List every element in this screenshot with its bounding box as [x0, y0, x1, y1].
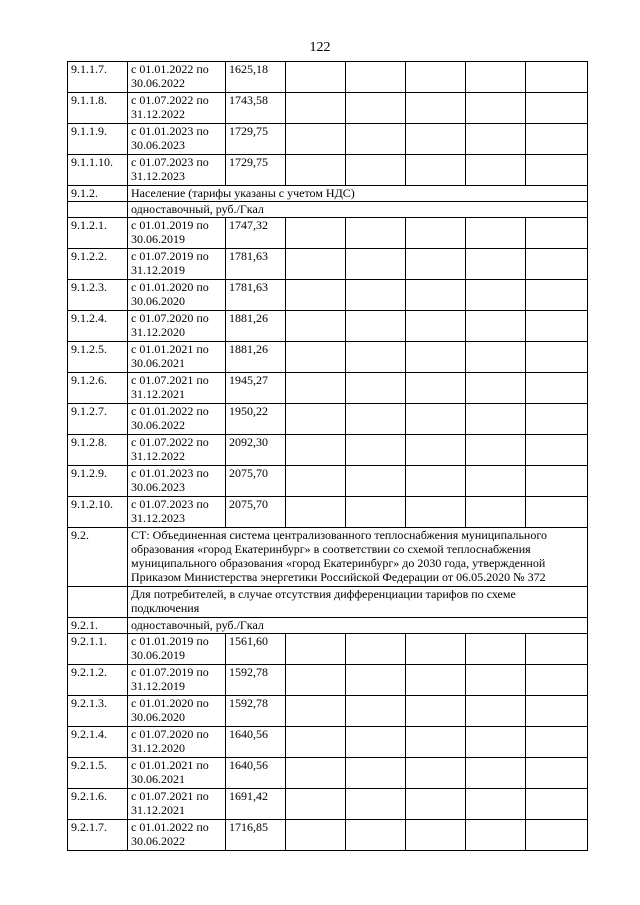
empty-cell — [346, 62, 406, 93]
tariff-value: 1640,56 — [226, 727, 286, 758]
period-end: 30.06.2023 — [131, 480, 185, 494]
empty-cell — [526, 497, 588, 528]
period-cell — [128, 155, 226, 186]
empty-cell — [346, 497, 406, 528]
empty-cell — [406, 727, 466, 758]
empty-cell — [406, 218, 466, 249]
tariff-value: 2092,30 — [226, 435, 286, 466]
period-start: с 01.07.2022 по — [131, 435, 209, 449]
period-cell — [128, 373, 226, 404]
section-row — [68, 186, 588, 202]
period-end: 31.12.2022 — [131, 107, 185, 121]
empty-cell — [286, 311, 346, 342]
tariff-table-body — [68, 62, 588, 851]
period-end: 31.12.2020 — [131, 325, 185, 339]
empty-cell — [346, 665, 406, 696]
empty-cell — [346, 249, 406, 280]
period-start: с 01.07.2020 по — [131, 311, 209, 325]
row-code: 9.1.2.7. — [68, 404, 128, 435]
tariff-value: 1781,63 — [226, 249, 286, 280]
period-end: 30.06.2021 — [131, 772, 185, 786]
tariff-row — [68, 497, 588, 528]
row-code: 9.1.2.9. — [68, 466, 128, 497]
section-row — [68, 587, 588, 618]
empty-cell — [286, 124, 346, 155]
empty-cell — [526, 404, 588, 435]
section-text: одноставочный, руб./Гкал — [128, 618, 588, 634]
empty-cell — [466, 280, 526, 311]
row-code: 9.2.1.4. — [68, 727, 128, 758]
period-end: 30.06.2021 — [131, 356, 185, 370]
tariff-row — [68, 311, 588, 342]
empty-cell — [526, 758, 588, 789]
empty-cell — [346, 435, 406, 466]
tariff-value: 1747,32 — [226, 218, 286, 249]
period-end: 31.12.2021 — [131, 803, 185, 817]
empty-cell — [406, 758, 466, 789]
period-end: 31.12.2020 — [131, 741, 185, 755]
empty-cell — [526, 124, 588, 155]
empty-cell — [286, 634, 346, 665]
empty-cell — [286, 155, 346, 186]
row-code: 9.1.2. — [68, 186, 128, 202]
empty-cell — [406, 789, 466, 820]
period-end: 30.06.2019 — [131, 648, 185, 662]
empty-cell — [346, 155, 406, 186]
row-code — [68, 202, 128, 218]
tariff-row — [68, 634, 588, 665]
period-start: с 01.07.2022 по — [131, 93, 209, 107]
empty-cell — [406, 820, 466, 851]
empty-cell — [406, 497, 466, 528]
empty-cell — [406, 634, 466, 665]
period-start: с 01.01.2021 по — [131, 758, 209, 772]
period-start: с 01.07.2021 по — [131, 373, 209, 387]
empty-cell — [406, 435, 466, 466]
period-cell — [128, 342, 226, 373]
empty-cell — [346, 404, 406, 435]
row-code: 9.1.2.2. — [68, 249, 128, 280]
period-start: с 01.01.2019 по — [131, 218, 209, 232]
empty-cell — [346, 820, 406, 851]
tariff-row — [68, 93, 588, 124]
period-cell — [128, 727, 226, 758]
empty-cell — [286, 789, 346, 820]
empty-cell — [406, 62, 466, 93]
empty-cell — [286, 727, 346, 758]
empty-cell — [406, 155, 466, 186]
period-end: 30.06.2020 — [131, 294, 185, 308]
row-code: 9.2.1.3. — [68, 696, 128, 727]
empty-cell — [526, 696, 588, 727]
tariff-row — [68, 466, 588, 497]
empty-cell — [466, 665, 526, 696]
period-end: 30.06.2019 — [131, 232, 185, 246]
section-row — [68, 528, 588, 587]
empty-cell — [406, 280, 466, 311]
row-code: 9.2.1.1. — [68, 634, 128, 665]
period-cell — [128, 435, 226, 466]
tariff-row — [68, 280, 588, 311]
period-start: с 01.01.2022 по — [131, 820, 209, 834]
period-cell — [128, 758, 226, 789]
period-end: 31.12.2023 — [131, 169, 185, 183]
empty-cell — [526, 218, 588, 249]
empty-cell — [466, 727, 526, 758]
period-cell — [128, 497, 226, 528]
period-cell — [128, 466, 226, 497]
empty-cell — [526, 634, 588, 665]
empty-cell — [346, 373, 406, 404]
tariff-row — [68, 696, 588, 727]
empty-cell — [286, 758, 346, 789]
row-code: 9.2. — [68, 528, 128, 587]
period-cell — [128, 93, 226, 124]
tariff-row — [68, 758, 588, 789]
tariff-value: 1561,60 — [226, 634, 286, 665]
empty-cell — [466, 249, 526, 280]
empty-cell — [406, 404, 466, 435]
period-cell — [128, 218, 226, 249]
period-end: 31.12.2019 — [131, 263, 185, 277]
empty-cell — [466, 218, 526, 249]
period-cell — [128, 280, 226, 311]
period-start: с 01.07.2023 по — [131, 497, 209, 511]
empty-cell — [346, 311, 406, 342]
empty-cell — [286, 373, 346, 404]
tariff-value: 1640,56 — [226, 758, 286, 789]
empty-cell — [526, 249, 588, 280]
period-cell — [128, 789, 226, 820]
period-cell — [128, 696, 226, 727]
period-end: 31.12.2022 — [131, 449, 185, 463]
empty-cell — [526, 466, 588, 497]
empty-cell — [466, 62, 526, 93]
tariff-value: 1881,26 — [226, 311, 286, 342]
empty-cell — [406, 93, 466, 124]
period-start: с 01.01.2023 по — [131, 124, 209, 138]
empty-cell — [466, 342, 526, 373]
row-code: 9.1.1.10. — [68, 155, 128, 186]
empty-cell — [526, 311, 588, 342]
empty-cell — [286, 696, 346, 727]
period-start: с 01.01.2021 по — [131, 342, 209, 356]
row-code: 9.1.2.6. — [68, 373, 128, 404]
tariff-value: 1716,85 — [226, 820, 286, 851]
empty-cell — [526, 62, 588, 93]
empty-cell — [466, 820, 526, 851]
period-start: с 01.07.2019 по — [131, 249, 209, 263]
period-cell — [128, 404, 226, 435]
empty-cell — [346, 218, 406, 249]
tariff-row — [68, 435, 588, 466]
tariff-row — [68, 249, 588, 280]
empty-cell — [346, 696, 406, 727]
period-start: с 01.07.2023 по — [131, 155, 209, 169]
period-cell — [128, 634, 226, 665]
tariff-value: 2075,70 — [226, 466, 286, 497]
period-start: с 01.01.2020 по — [131, 696, 209, 710]
period-cell — [128, 62, 226, 93]
tariff-row — [68, 820, 588, 851]
empty-cell — [466, 466, 526, 497]
row-code: 9.1.1.7. — [68, 62, 128, 93]
period-end: 30.06.2022 — [131, 834, 185, 848]
empty-cell — [406, 311, 466, 342]
period-start: с 01.01.2023 по — [131, 466, 209, 480]
tariff-value: 1729,75 — [226, 124, 286, 155]
empty-cell — [286, 820, 346, 851]
empty-cell — [466, 497, 526, 528]
tariff-value: 1881,26 — [226, 342, 286, 373]
tariff-row — [68, 404, 588, 435]
section-text: одноставочный, руб./Гкал — [128, 202, 588, 218]
tariff-table — [67, 61, 588, 851]
row-code — [68, 587, 128, 618]
empty-cell — [286, 280, 346, 311]
empty-cell — [286, 665, 346, 696]
empty-cell — [526, 342, 588, 373]
section-text: СТ: Объединенная система централизованного теплоснабжения муниципального образования «город Екатеринбург» в соответствии со схемой теплоснабжения муниципального образования «город Екатеринбург» до 2030 года, утвержденной Приказом Министерства энергетики Российской Федерации от 06.05.2020 № 372 — [128, 528, 588, 587]
empty-cell — [466, 789, 526, 820]
empty-cell — [526, 820, 588, 851]
tariff-value: 1950,22 — [226, 404, 286, 435]
empty-cell — [406, 124, 466, 155]
row-code: 9.1.2.8. — [68, 435, 128, 466]
empty-cell — [466, 93, 526, 124]
section-text: Для потребителей, в случае отсутствия дифференциации тарифов по схеме подключения — [128, 587, 588, 618]
tariff-value: 1691,42 — [226, 789, 286, 820]
period-cell — [128, 124, 226, 155]
empty-cell — [526, 665, 588, 696]
row-code: 9.1.2.3. — [68, 280, 128, 311]
tariff-row — [68, 727, 588, 758]
period-start: с 01.07.2020 по — [131, 727, 209, 741]
period-start: с 01.01.2022 по — [131, 404, 209, 418]
empty-cell — [406, 665, 466, 696]
empty-cell — [286, 62, 346, 93]
tariff-value: 1592,78 — [226, 696, 286, 727]
row-code: 9.1.1.9. — [68, 124, 128, 155]
row-code: 9.2.1.6. — [68, 789, 128, 820]
empty-cell — [526, 280, 588, 311]
empty-cell — [466, 696, 526, 727]
empty-cell — [346, 466, 406, 497]
row-code: 9.1.2.1. — [68, 218, 128, 249]
empty-cell — [286, 435, 346, 466]
empty-cell — [346, 727, 406, 758]
empty-cell — [346, 280, 406, 311]
empty-cell — [466, 404, 526, 435]
tariff-row — [68, 373, 588, 404]
tariff-value: 1743,58 — [226, 93, 286, 124]
row-code: 9.2.1.7. — [68, 820, 128, 851]
section-row — [68, 618, 588, 634]
row-code: 9.1.2.10. — [68, 497, 128, 528]
section-row — [68, 202, 588, 218]
tariff-value: 1945,27 — [226, 373, 286, 404]
empty-cell — [346, 93, 406, 124]
period-end: 31.12.2019 — [131, 679, 185, 693]
period-start: с 01.07.2021 по — [131, 789, 209, 803]
row-code: 9.1.1.8. — [68, 93, 128, 124]
empty-cell — [466, 435, 526, 466]
empty-cell — [286, 249, 346, 280]
period-start: с 01.01.2022 по — [131, 62, 209, 76]
empty-cell — [286, 497, 346, 528]
empty-cell — [526, 727, 588, 758]
tariff-row — [68, 62, 588, 93]
tariff-row — [68, 124, 588, 155]
empty-cell — [286, 93, 346, 124]
empty-cell — [346, 789, 406, 820]
empty-cell — [466, 758, 526, 789]
period-end: 31.12.2023 — [131, 511, 185, 525]
tariff-value: 2075,70 — [226, 497, 286, 528]
period-end: 30.06.2022 — [131, 76, 185, 90]
period-start: с 01.07.2019 по — [131, 665, 209, 679]
empty-cell — [466, 311, 526, 342]
period-cell — [128, 249, 226, 280]
period-cell — [128, 311, 226, 342]
empty-cell — [466, 155, 526, 186]
empty-cell — [406, 249, 466, 280]
period-start: с 01.01.2020 по — [131, 280, 209, 294]
empty-cell — [286, 404, 346, 435]
empty-cell — [346, 758, 406, 789]
tariff-value: 1625,18 — [226, 62, 286, 93]
row-code: 9.2.1.5. — [68, 758, 128, 789]
empty-cell — [526, 93, 588, 124]
empty-cell — [346, 124, 406, 155]
empty-cell — [526, 789, 588, 820]
tariff-value: 1592,78 — [226, 665, 286, 696]
empty-cell — [466, 124, 526, 155]
empty-cell — [466, 634, 526, 665]
tariff-row — [68, 155, 588, 186]
period-end: 31.12.2021 — [131, 387, 185, 401]
empty-cell — [286, 466, 346, 497]
tariff-value: 1729,75 — [226, 155, 286, 186]
tariff-row — [68, 789, 588, 820]
tariff-row — [68, 218, 588, 249]
empty-cell — [406, 342, 466, 373]
tariff-value: 1781,63 — [226, 280, 286, 311]
period-cell — [128, 665, 226, 696]
empty-cell — [406, 466, 466, 497]
empty-cell — [406, 373, 466, 404]
tariff-row — [68, 342, 588, 373]
period-end: 30.06.2020 — [131, 710, 185, 724]
row-code: 9.1.2.4. — [68, 311, 128, 342]
empty-cell — [466, 373, 526, 404]
page-number: 122 — [309, 40, 331, 55]
empty-cell — [526, 155, 588, 186]
tariff-row — [68, 665, 588, 696]
empty-cell — [286, 218, 346, 249]
row-code: 9.2.1.2. — [68, 665, 128, 696]
empty-cell — [346, 342, 406, 373]
empty-cell — [406, 696, 466, 727]
row-code: 9.2.1. — [68, 618, 128, 634]
period-cell — [128, 820, 226, 851]
period-end: 30.06.2023 — [131, 138, 185, 152]
row-code: 9.1.2.5. — [68, 342, 128, 373]
period-end: 30.06.2022 — [131, 418, 185, 432]
section-text: Население (тарифы указаны с учетом НДС) — [128, 186, 588, 202]
empty-cell — [286, 342, 346, 373]
empty-cell — [526, 435, 588, 466]
period-start: с 01.01.2019 по — [131, 634, 209, 648]
empty-cell — [346, 634, 406, 665]
empty-cell — [526, 373, 588, 404]
